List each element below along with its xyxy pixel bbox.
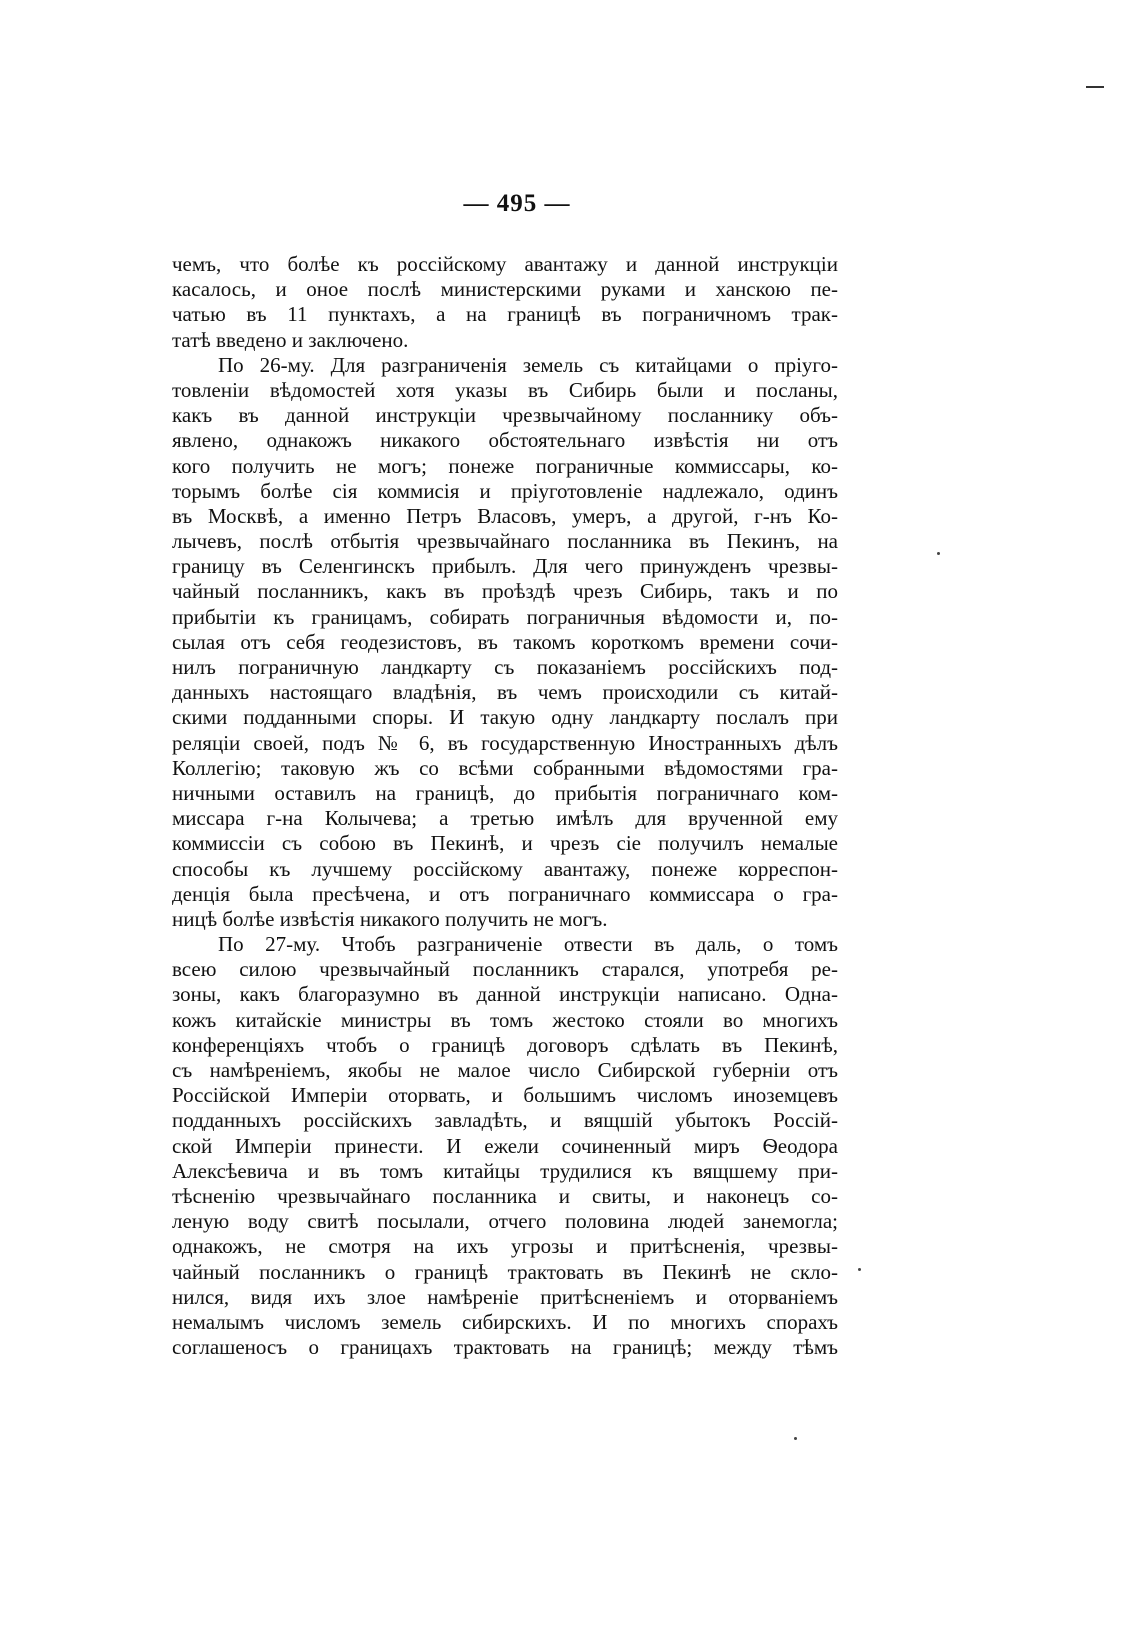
text-line: чемъ, что болѣе къ россійскому авантажу и данной инструкціи [172, 252, 838, 276]
text-line: татѣ введено и заключено. [172, 327, 409, 352]
text-line: Коллегію; таковую жъ со всѣми собранными вѣдомостями гра- [172, 755, 838, 780]
text-line: По 27-му. Чтобъ разграниченіе отвести въ даль, о томъ [218, 932, 838, 957]
text-line: леную воду свитѣ посылали, отчего половина людей занемогла; [172, 1209, 838, 1234]
text-line: касалось, и оное послѣ министерскими руками и ханскою пе- [172, 277, 838, 302]
text-line: прибытіи къ границамъ, собирать пограничныя вѣдомости и, по- [172, 604, 838, 629]
text-line: явлено, однакожъ никакого обстоятельнаго извѣстія ни отъ [172, 428, 838, 453]
text-line: товленіи вѣдомостей хотя указы въ Сибирь были и посланы, [172, 377, 838, 402]
text-line: тѣсненію чрезвычайнаго посланника и свиты, и наконецъ со- [172, 1183, 838, 1208]
text-line: данныхъ настоящаго владѣнія, въ чемъ происходили съ китай- [172, 680, 838, 705]
text-line: чайный посланникъ о границѣ трактовать въ Пекинѣ не скло- [172, 1259, 838, 1284]
text-line: однакожъ, не смотря на ихъ угрозы и притѣсненія, чрезвы- [172, 1234, 838, 1259]
text-line: границу въ Селенгинскъ прибылъ. Для чего принужденъ чрезвы- [172, 554, 838, 579]
text-line: немалымъ числомъ земель сибирскихъ. И по многихъ спорахъ [172, 1309, 838, 1334]
text-line: нилъ пограничную ландкарту съ показаніемъ россійскихъ под- [172, 655, 838, 679]
scan-speck [858, 1268, 861, 1271]
page-number: — 495 — [463, 190, 571, 217]
text-line: чайный посланникъ, какъ въ проѣздѣ чрезъ Сибирь, такъ и по [172, 579, 838, 604]
text-line: ницѣ болѣе извѣстія никакого получить не могъ. [172, 906, 608, 931]
text-line: скими подданными споры. И такую одну ландкарту послалъ при [172, 705, 838, 730]
text-line: ничными оставилъ на границѣ, до прибытія пограничнаго ком- [172, 780, 838, 805]
text-line: конференціяхъ чтобъ о границѣ договоръ сдѣлать въ Пекинѣ, [172, 1032, 838, 1057]
text-line: съ намѣреніемъ, якобы не малое число Сибирской губерніи отъ [172, 1058, 838, 1082]
scan-speck [937, 552, 940, 555]
text-line: кожъ китайскіе министры въ томъ жестоко стояли во многихъ [172, 1007, 838, 1032]
text-line: лычевъ, послѣ отбытія чрезвычайнаго посланника въ Пекинъ, на [172, 529, 838, 554]
text-line: ской Имперіи принести. И ежели сочиненный миръ Ѳеодора [172, 1133, 838, 1158]
text-line: сылая отъ себя геодезистовъ, въ такомъ короткомъ времени сочи- [172, 629, 838, 654]
text-line: миссара г-на Колычева; а третью имѣлъ для врученной ему [172, 806, 838, 831]
text-line: какъ въ данной инструкціи чрезвычайному посланнику объ- [172, 403, 838, 428]
text-line: зоны, какъ благоразумно въ данной инструкціи написано. Одна- [172, 982, 838, 1007]
text-line: способы къ лучшему россійскому авантажу, понеже корреспон- [172, 856, 838, 881]
scan-speck [794, 1437, 797, 1440]
text-line: По 26-му. Для разграниченія земель съ китайцами о пріуго- [218, 352, 838, 377]
text-line: Алексѣевича и въ томъ китайцы трудилися къ вящшему при- [172, 1158, 838, 1183]
text-line: коммиссіи съ собою въ Пекинѣ, и чрезъ сіе получилъ немалые [172, 831, 838, 856]
text-line: всею силою чрезвычайный посланникъ старался, употребя ре- [172, 957, 838, 982]
text-line: подданныхъ россійскихъ завладѣть, и вящшій убытокъ Россій- [172, 1108, 838, 1133]
text-line: торымъ болѣе сія коммисія и пріуготовленіе надлежало, одинъ [172, 478, 838, 503]
scan-corner-mark [1086, 86, 1104, 88]
text-line: нился, видя ихъ злое намѣреніе притѣсненіемъ и оторваніемъ [172, 1284, 838, 1309]
text-line: Россійской Имперіи оторвать, и большимъ числомъ иноземцевъ [172, 1083, 838, 1108]
text-line: въ Москвѣ, а именно Петръ Власовъ, умеръ, а другой, г-нъ Ко- [172, 503, 838, 528]
text-line: реляціи своей, подъ № 6, въ государственную Иностранныхъ дѣлъ [172, 730, 838, 755]
text-line: денція была пресѣчена, и отъ пограничнаго коммиссара о гра- [172, 881, 838, 906]
text-line: соглашеносъ о границахъ трактовать на границѣ; между тѣмъ [172, 1335, 838, 1360]
text-line: кого получить не могъ; понеже пограничные коммиссары, ко- [172, 453, 838, 478]
text-line: чатью въ 11 пунктахъ, а на границѣ въ пограничномъ трак- [172, 302, 838, 327]
body-text [172, 252, 838, 1360]
